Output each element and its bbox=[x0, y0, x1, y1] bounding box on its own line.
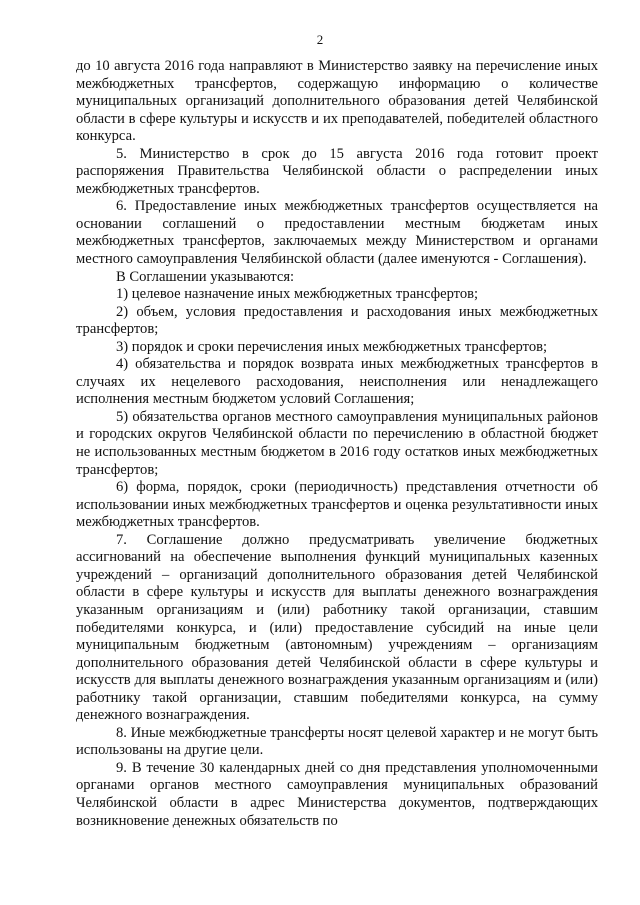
paragraph: 6) форма, порядок, сроки (периодичность) представления отчетности об использовании иных межбюджетных трансфертов и оценка результативности иных межбюджетных трансфертов. bbox=[76, 479, 598, 531]
paragraph: 1) целевое назначение иных межбюджетных трансфертов; bbox=[116, 286, 479, 303]
paragraph: 5) обязательства органов местного самоуправления муниципальных районов и городских округов Челябинской области по перечислению в областной бюджет не использованных местным бюджетом в 2016 году остатков иных межбюджетных трансфертов; bbox=[76, 408, 598, 478]
document-body bbox=[76, 58, 598, 830]
paragraph: 6. Предоставление иных межбюджетных трансфертов осуществляется на основании соглашений о предоставлении местным бюджетам иных межбюджетных трансфертов, заключаемых между Министерством и органами местного самоуправления Челябинской области (далее именуются - Соглашения). bbox=[76, 198, 598, 268]
paragraph: до 10 августа 2016 года направляют в Министерство заявку на перечисление иных межбюджетных трансфертов, содержащую информацию о количестве муниципальных организаций дополнительного образования детей Челябинской области в сфере культуры и искусств и их преподавателей, победителей областного конкурса. bbox=[76, 58, 598, 145]
paragraph: 2) объем, условия предоставления и расходования иных межбюджетных трансфертов; bbox=[76, 303, 598, 338]
paragraph: 4) обязательства и порядок возврата иных межбюджетных трансфертов в случаях их нецелевого расходования, неисполнения или ненадлежащего исполнения местным бюджетом условий Соглашения; bbox=[76, 356, 598, 408]
paragraph: 9. В течение 30 календарных дней со дня представления уполномоченными органами органов местного самоуправления муниципальных образований Челябинской области в адрес Министерства документов, подтверждающих возникновение денежных обязательств по bbox=[76, 759, 598, 829]
paragraph: 5. Министерство в срок до 15 августа 2016 года готовит проект распоряжения Правительства Челябинской области о распределении иных межбюджетных трансфертов. bbox=[76, 145, 598, 197]
paragraph: 8. Иные межбюджетные трансферты носят целевой характер и не могут быть использованы на другие цели. bbox=[76, 724, 598, 759]
paragraph: В Соглашении указываются: bbox=[116, 268, 295, 285]
page-number: 2 bbox=[316, 32, 324, 47]
paragraph: 7. Соглашение должно предусматривать увеличение бюджетных ассигнований на обеспечение выполнения функций муниципальных казенных учреждений – организаций дополнительного образования детей Челябинской области в сфере культуры и искусств для выплаты денежного вознаграждения указанным организациям и (или) работнику такой организации, ставшим победителями конкурса, и (или) предоставление субсидий на иные цели муниципальным бюджетным (автономным) учреждениям – организациям дополнительного образования детей Челябинской области в сфере культуры и искусств для выплаты денежного вознаграждения указанным организациям и (или) работнику такой организации, ставшим победителями конкурса, на сумму денежного вознаграждения. bbox=[76, 531, 598, 724]
paragraph: 3) порядок и сроки перечисления иных межбюджетных трансфертов; bbox=[116, 338, 548, 355]
